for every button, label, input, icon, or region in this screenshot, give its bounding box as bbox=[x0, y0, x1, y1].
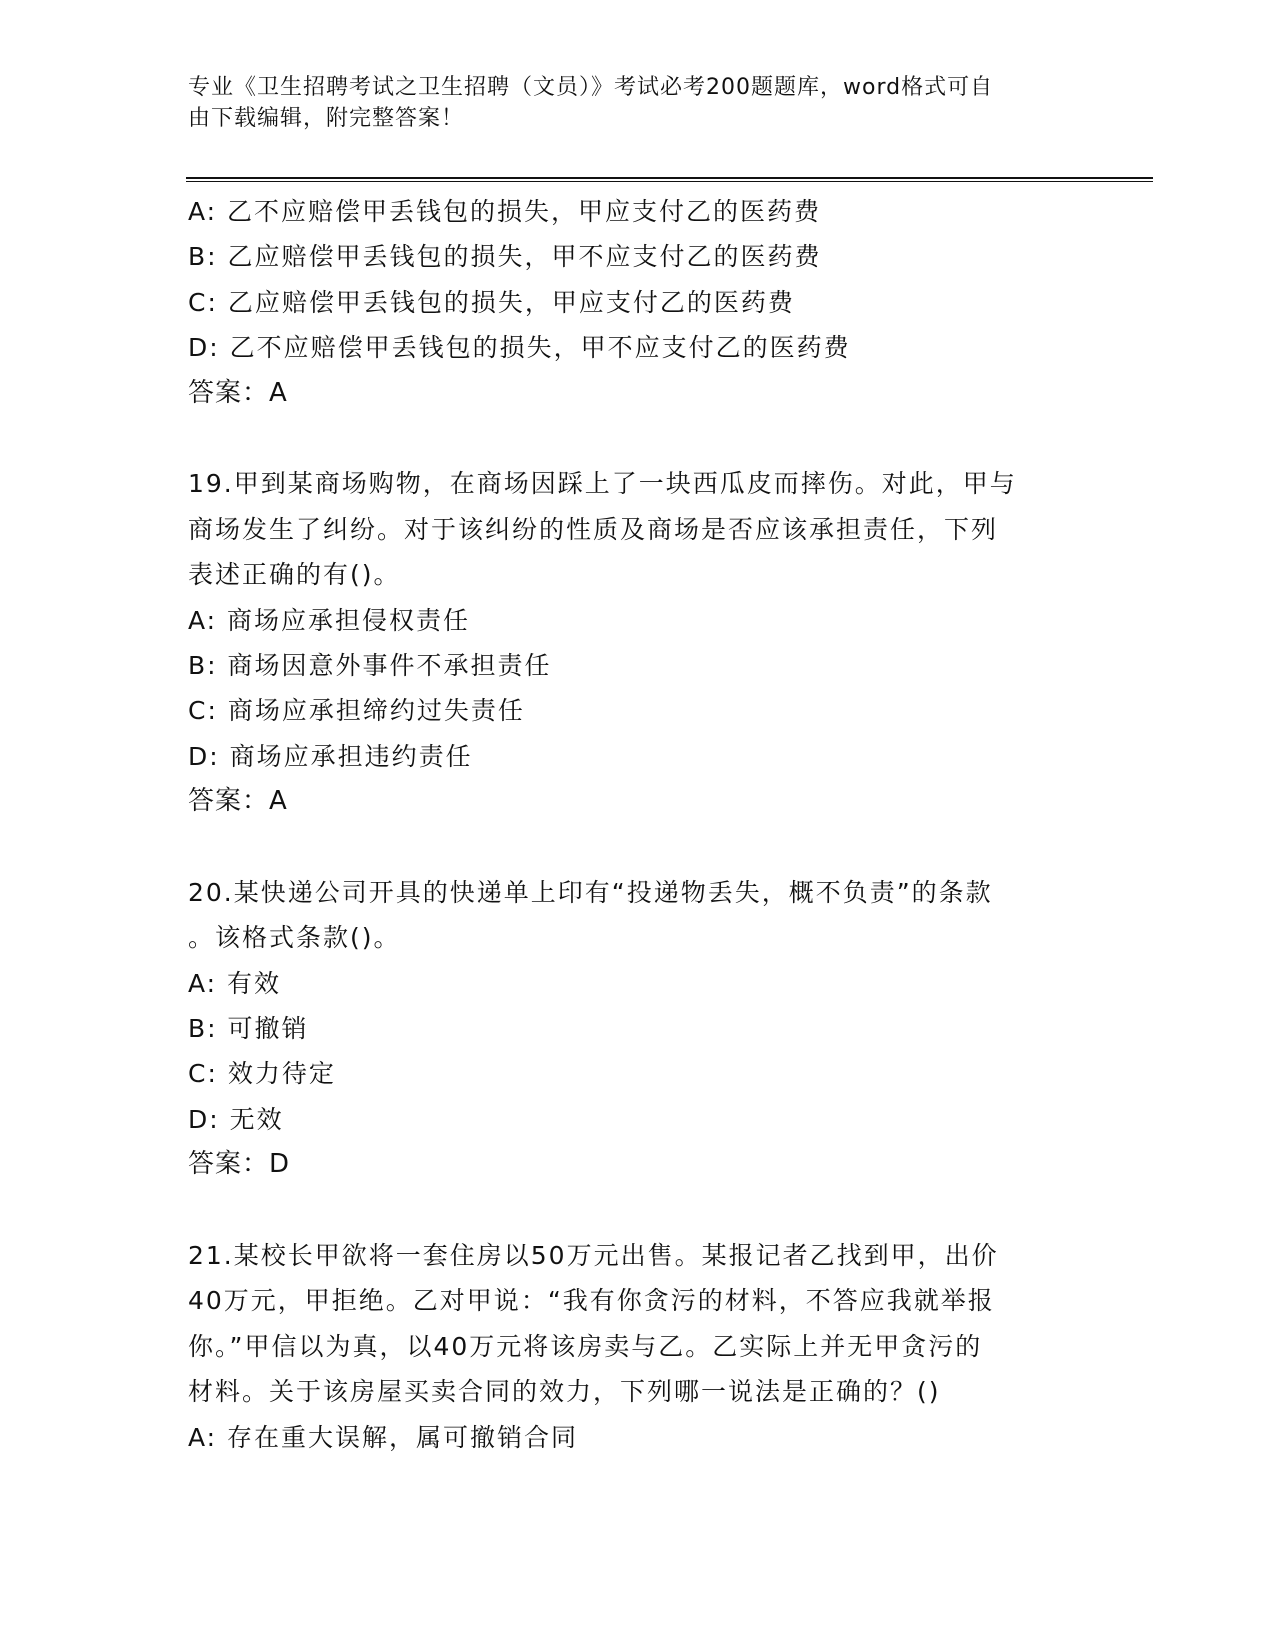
question-text-line: 20.某快递公司开具的快递单上印有“投递物丢失，概不负责”的条款 bbox=[188, 877, 993, 907]
option-a: A: 商场应承担侵权责任 bbox=[188, 605, 471, 635]
spacer bbox=[188, 1188, 1088, 1233]
document-body bbox=[188, 189, 1088, 1460]
header-divider bbox=[186, 177, 1153, 179]
question-18 bbox=[188, 189, 1088, 416]
page-header bbox=[188, 72, 1068, 134]
answer: 答案：A bbox=[188, 786, 288, 817]
option-a: A: 存在重大误解，属可撤销合同 bbox=[188, 1422, 579, 1452]
option-d: D: 无效 bbox=[188, 1104, 284, 1134]
option-d: D: 乙不应赔偿甲丢钱包的损失，甲不应支付乙的医药费 bbox=[188, 333, 851, 363]
question-19 bbox=[188, 461, 1088, 824]
question-text-line: 商场发生了纠纷。对于该纠纷的性质及商场是否应该承担责任，下列 bbox=[188, 514, 999, 544]
option-c: C: 乙应赔偿甲丢钱包的损失，甲应支付乙的医药费 bbox=[188, 287, 795, 317]
question-text-line: 21.某校长甲欲将一套住房以50万元出售。某报记者乙找到甲，出价 bbox=[188, 1240, 999, 1270]
header-line-1: 专业《卫生招聘考试之卫生招聘（文员）》考试必考200题题库，word格式可自 bbox=[188, 75, 994, 100]
header-line-2: 由下载编辑，附完整答案！ bbox=[188, 106, 465, 131]
question-text-line: 你。”甲信以为真，以40万元将该房卖与乙。乙实际上并无甲贪污的 bbox=[188, 1331, 983, 1361]
answer: 答案：D bbox=[188, 1149, 291, 1180]
option-d: D: 商场应承担违约责任 bbox=[188, 741, 473, 771]
option-a: A: 乙不应赔偿甲丢钱包的损失，甲应支付乙的医药费 bbox=[188, 197, 822, 226]
question-21 bbox=[188, 1233, 1088, 1460]
question-20 bbox=[188, 870, 1088, 1188]
answer: 答案：A bbox=[188, 377, 288, 408]
question-text-line: 40万元，甲拒绝。乙对甲说：“我有你贪污的材料，不答应我就举报 bbox=[188, 1286, 995, 1316]
question-text-line: 材料。关于该房屋买卖合同的效力，下列哪一说法是正确的？() bbox=[188, 1377, 941, 1407]
option-a: A: 有效 bbox=[188, 968, 282, 998]
spacer bbox=[188, 416, 1088, 461]
header-divider-thin bbox=[186, 181, 1153, 182]
option-c: C: 效力待定 bbox=[188, 1059, 336, 1089]
option-b: B: 乙应赔偿甲丢钱包的损失，甲不应支付乙的医药费 bbox=[188, 242, 822, 272]
option-b: B: 商场因意外事件不承担责任 bbox=[188, 650, 552, 680]
question-text-line: 19.甲到某商场购物，在商场因踩上了一块西瓜皮而摔伤。对此，甲与 bbox=[188, 469, 1017, 499]
question-text-line: 。该格式条款()。 bbox=[188, 923, 401, 953]
question-text-line: 表述正确的有()。 bbox=[188, 560, 401, 590]
spacer bbox=[188, 824, 1088, 869]
option-b: B: 可撤销 bbox=[188, 1014, 309, 1044]
option-c: C: 商场应承担缔约过失责任 bbox=[188, 696, 525, 726]
